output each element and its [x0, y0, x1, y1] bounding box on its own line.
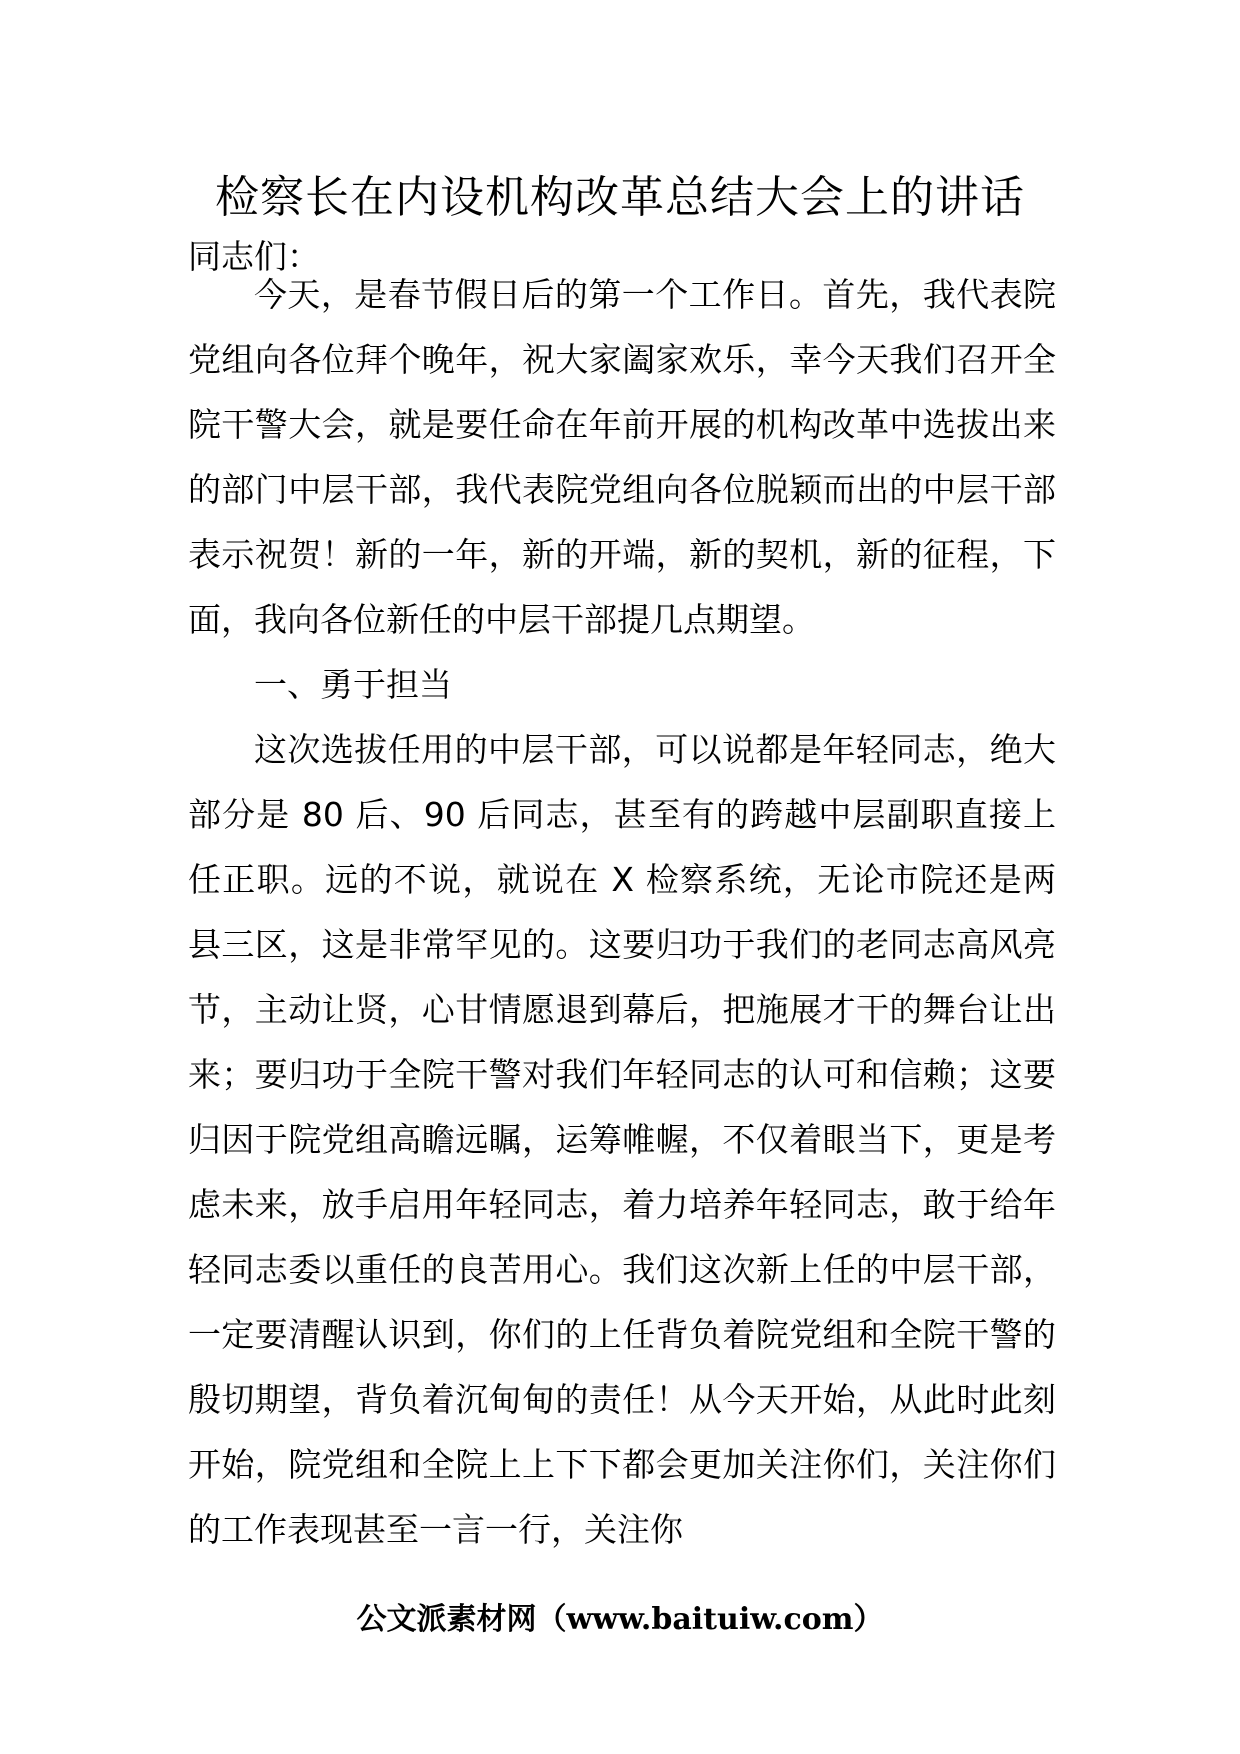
- document-body: [188, 262, 1056, 1562]
- paragraph-section-1: 这次选拔任用的中层干部，可以说都是年轻同志，绝大部分是 80 后、90 后同志，甚至有的跨越中层副职直接上任正职。远的不说，就说在 X 检察系统，无论市院还是两县三区，这是非常罕见的。这要归功于我们的老同志高风亮节，主动让贤，心甘情愿退到幕后，把施展才干的舞台让出来；要归功于全院干警对我们年轻同志的认可和信赖；这要归因于院党组高瞻远瞩，运筹帷幄，不仅着眼当下，更是考虑未来，放手启用年轻同志，着力培养年轻同志，敢于给年轻同志委以重任的良苦用心。我们这次新上任的中层干部，一定要清醒认识到，你们的上任背负着院党组和全院干警的殷切期望，背负着沉甸甸的责任！从今天开始，从此时此刻开始，院党组和全院上上下下都会更加关注你们，关注你们的工作表现甚至一言一行，关注你: [188, 730, 1056, 1549]
- footer-watermark: 公文派素材网（www.baituiw.com）: [356, 1602, 884, 1637]
- section-heading-1: 一、勇于担当: [254, 665, 452, 704]
- paragraph-opening: 今天，是春节假日后的第一个工作日。首先，我代表院党组向各位拜个晚年，祝大家阖家欢乐，幸今天我们召开全院干警大会，就是要任命在年前开展的机构改革中选拔出来的部门中层干部，我代表院党组向各位脱颖而出的中层干部表示祝贺！新的一年，新的开端，新的契机，新的征程，下面，我向各位新任的中层干部提几点期望。: [188, 275, 1056, 639]
- salutation: 同志们：: [188, 237, 320, 276]
- document-title: 检察长在内设机构改革总结大会上的讲话: [215, 172, 1025, 223]
